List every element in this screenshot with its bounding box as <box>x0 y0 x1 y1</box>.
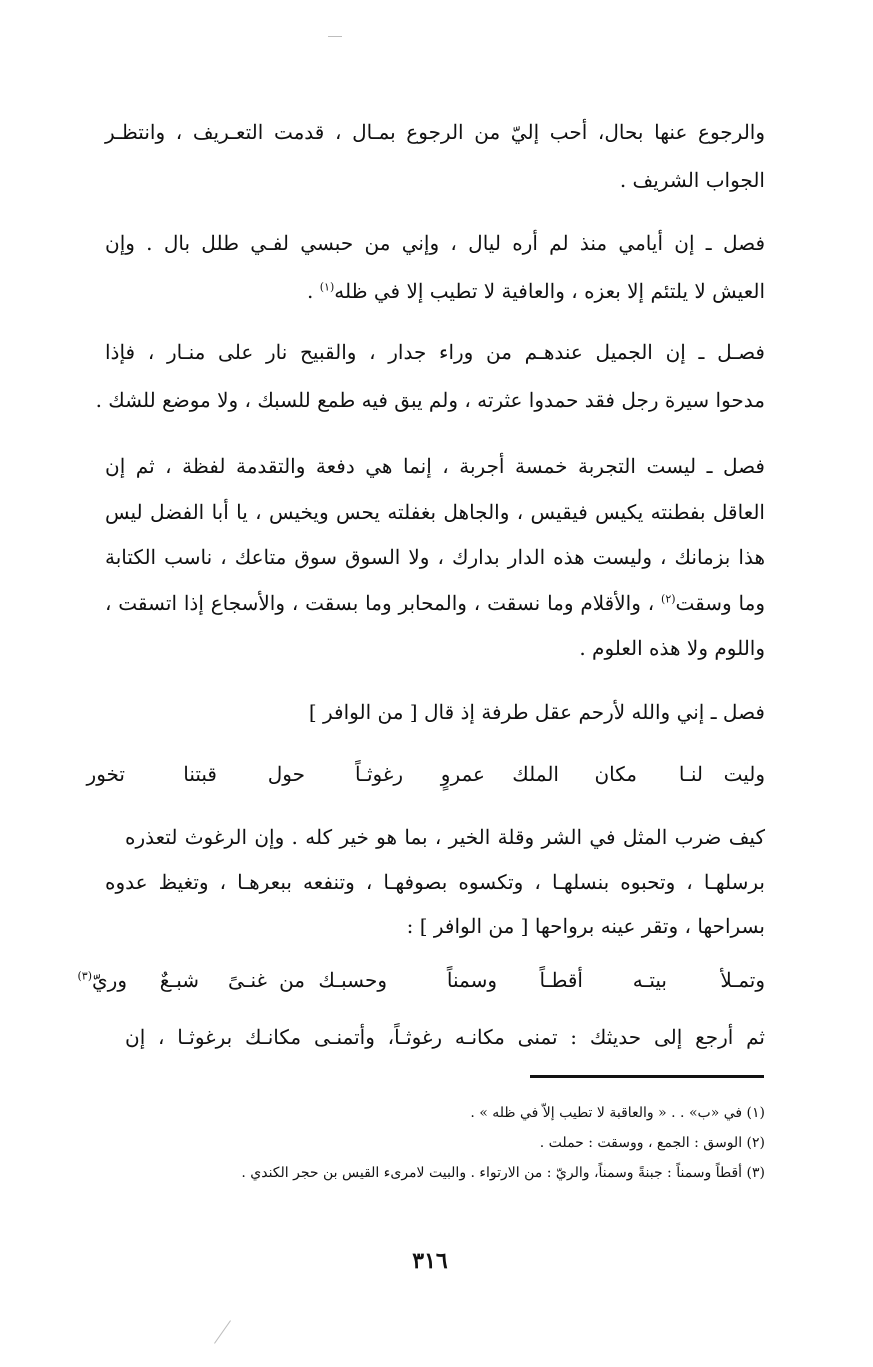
paragraph-4-line-2: العاقل بفطنته يكيس فيقيس ، والجاهل بغفلته يحس ويخيس ، يا أبا الفضل ليس <box>105 500 765 524</box>
paragraph-7-line-1: ثم أرجع إلى حديثك : تمنى مكانـه رغوثـاً، وأتمنـى مكانـك برغوثـا ، إن <box>125 1025 765 1049</box>
verse-2-word-5: وحسبـك <box>318 968 387 992</box>
paragraph-3-line-2: مدحوا سيرة رجل فقد حمدوا عثرته ، ولم يبق فيه طمع للسبك ، ولا موضع للشك . <box>95 388 765 412</box>
verse-1-word-5: عمروٍ <box>440 762 485 786</box>
paragraph-2-line-2 <box>105 277 765 307</box>
verse-2-word-2: بيتـه <box>632 968 667 992</box>
verse-2-word-3: أقطـاً <box>539 968 583 992</box>
verse-2-word-4: وسمناً <box>446 968 497 992</box>
paragraph-3-line-1: فصـل ـ إن الجميل عندهـم من وراء جدار ، والقبيح نار على منـار ، فإذا <box>105 340 765 364</box>
paragraph-4-line-3: هذا بزمانك ، وليست هذه الدار بدارك ، ولا السوق سوق متاعك ، ناسب الكتابة <box>105 545 765 569</box>
footnote-2: (٢) الوسق : الجمع ، ووسقت : حملت . <box>539 1135 765 1151</box>
verse-1-word-7: حول <box>267 762 305 786</box>
verse-2-word-9-text: وريّ <box>92 968 127 992</box>
verse-1 <box>60 760 765 792</box>
verse-1-word-3: مكان <box>594 762 637 786</box>
paragraph-4-line-4-text: ، والأقلام وما نسقت ، والمحابر وما بسقت ، والأسجاع إذا اتسقت ، <box>105 591 655 615</box>
verse-1-word-4: الملك <box>512 762 559 786</box>
footnote-ref-1: (١) <box>319 280 335 294</box>
paragraph-5-line-1: فصل ـ إني والله لأرحم عقل طرفة إذ قال [ من الوافر ] <box>308 700 765 724</box>
header-mark <box>328 36 342 37</box>
paragraph-6-line-1: كيف ضرب المثل في الشر وقلة الخير ، بما هو خير كله . وإن الرغوث لتعذره <box>125 825 765 849</box>
paragraph-4-line-5: واللوم ولا هذه العلوم . <box>579 636 765 660</box>
paragraph-2-line-2-text: العيش لا يلتئم إلا بعزه ، والعافية لا تطيب إلا في ظله <box>334 279 765 303</box>
verse-2-word-8: شبـعٌ <box>159 968 199 992</box>
verse-1-word-6: رغوثـاً <box>355 762 403 786</box>
verse-2-word-6: من <box>279 968 305 992</box>
footnote-separator <box>530 1075 764 1078</box>
verse-1-word-1: وليت <box>723 762 765 786</box>
verse-1-word-2: لنـا <box>678 762 703 786</box>
paragraph-4-line-1: فصل ـ ليست التجربة خمسة أجربة ، إنما هي دفعة والتقدمة لفظة ، ثم إن <box>105 454 765 478</box>
paragraph-2-line-2-end: . <box>307 279 314 303</box>
verse-1-word-8: قبتنا <box>183 762 217 786</box>
verse-2 <box>60 966 765 998</box>
footnote-3: (٣) أقطاً وسمناً : جبنةً وسمناً، والريّ : من الارتواء . والبيت لامرىء القيس بن حجر الكندي . <box>241 1165 765 1181</box>
footnote-1: (١) في «ب» . . « والعاقبة لا تطيب إلاّ في ظله » . <box>470 1105 765 1121</box>
paragraph-1-line-2: الجواب الشريف . <box>619 168 765 192</box>
page-number: ٣١٦ <box>412 1248 448 1274</box>
footnote-ref-2: (٢) <box>661 592 676 606</box>
scan-mark <box>214 1320 231 1344</box>
paragraph-6-line-3: بسراحها ، وتقر عينه برواحها [ من الوافر ] : <box>406 914 765 938</box>
verse-2-word-9 <box>78 966 128 994</box>
verse-2-word-1: وتمـلأ <box>720 968 765 992</box>
paragraph-1-line-1: والرجوع عنها بحال، أحب إليّ من الرجوع بمـال ، قدمت التعـريف ، وانتظـر <box>105 120 765 144</box>
paragraph-4-line-4-start: وما وسقت <box>675 591 766 615</box>
verse-1-word-9: تخور <box>86 762 125 786</box>
verse-2-word-7: غنـىً <box>227 968 267 992</box>
paragraph-6-line-2: برسلهـا ، وتحبوه بنسلهـا ، وتكسوه بصوفهـا ، وتنفعه ببعرهـا ، وتغيظ عدوه <box>105 870 765 894</box>
paragraph-2-line-1: فصل ـ إن أيامي منذ لم أره ليال ، وإني من حبسي لفـي طلل بال . وإن <box>105 231 765 255</box>
paragraph-4-line-4 <box>105 589 765 619</box>
footnote-ref-3: (٣) <box>77 969 93 983</box>
